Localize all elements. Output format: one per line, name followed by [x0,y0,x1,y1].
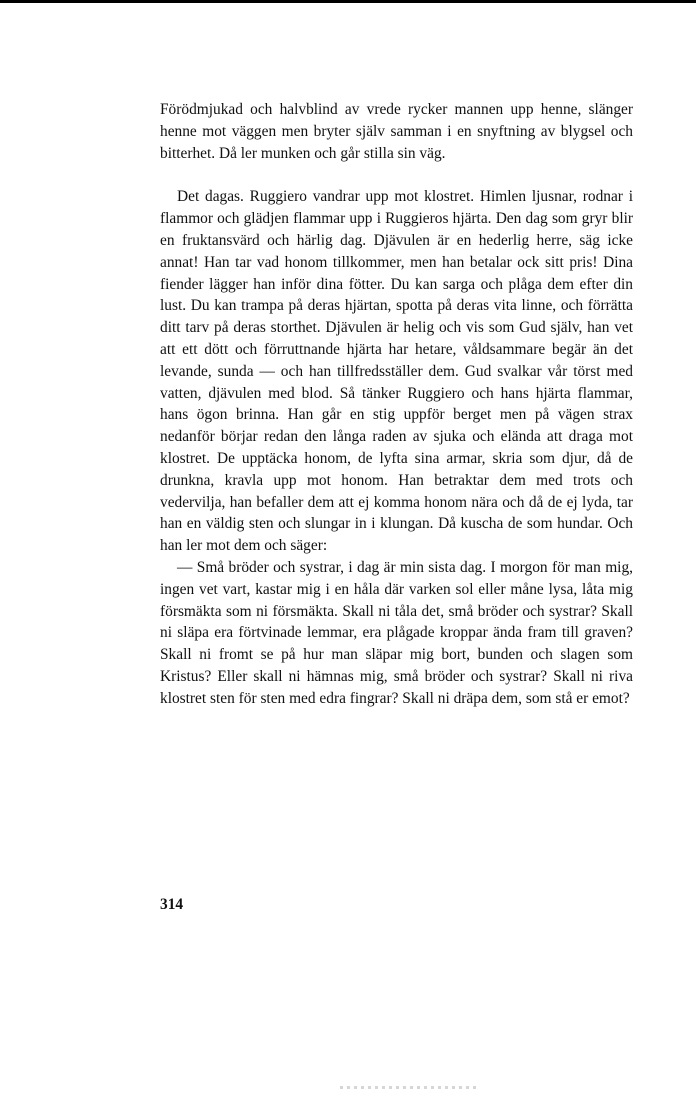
paragraph-1: Förödmjukad och halvblind av vrede rycker mannen upp henne, slänger henne mot väggen men bryter själv samman i en snyftning av blygsel och bitterhet. Då ler munken och går stilla sin väg. [160,101,633,162]
page-body [160,99,633,710]
paragraph-2: Det dagas. Ruggiero vandrar upp mot klostret. Himlen ljusnar, rodnar i flammor och glädjen flammar upp i Ruggieros hjärta. Den dag som gryr blir en fruktansvärd och härlig dag. Djävulen är en hederlig herre, säg icke annat! Han tar vad honom tillkommer, men han betalar ock sitt pris! Dina fiender lägger han inför dina fötter. Du kan sarga och plåga dem efter din lust. Du kan trampa på deras hjärtan, spotta på deras vita linne, och förrätta ditt tarv på deras storthet. Djävulen är helig och vis som Gud själv, han vet att ett dött och förruttnande hjärta har hetare, våldsammare begär än det levande, sunda — och han tillfredsställer dem. Gud svalkar vår törst med vatten, djävulen med blod. Så tänker Ruggiero och hans hjärta flammar, hans ögon brinna. Han går en stig uppför berget men på vägen strax nedanför börjar redan den långa raden av sjuka och elända att draga mot klostret. De upptäcka honom, de lyfta sina armar, skria som djur, då de drunkna, kravla upp mot honom. Han betraktar dem med trots och vedervilja, han befaller dem att ej komma honom nära och då de ej lyda, tar han en väldig sten och slungar in i klungan. Då kuscha de som hundar. Och han ler mot dem och säger: [160,188,633,555]
top-edge-rule [0,0,696,3]
scan-artifact [340,1086,480,1089]
paragraph-3: — Små bröder och systrar, i dag är min sista dag. I morgon för man mig, ingen vet vart, kastar mig i en håla där varken sol eller måne lysa, låta mig försmäkta som ni försmäkta. Skall ni tåla det, små bröder och systrar? Skall ni släpa era förtvinade lemmar, era plågade kroppar ända fram till graven? Skall ni fromt se på hur man släpar mig bort, bunden och slagen som Kristus? Eller skall ni hämnas mig, små bröder och systrar? Skall ni riva klostret sten för sten med edra fingrar? Skall ni dräpa dem, som stå er emot? [160,558,633,707]
paragraph-gap [160,164,633,186]
page-number: 314 [160,896,184,913]
